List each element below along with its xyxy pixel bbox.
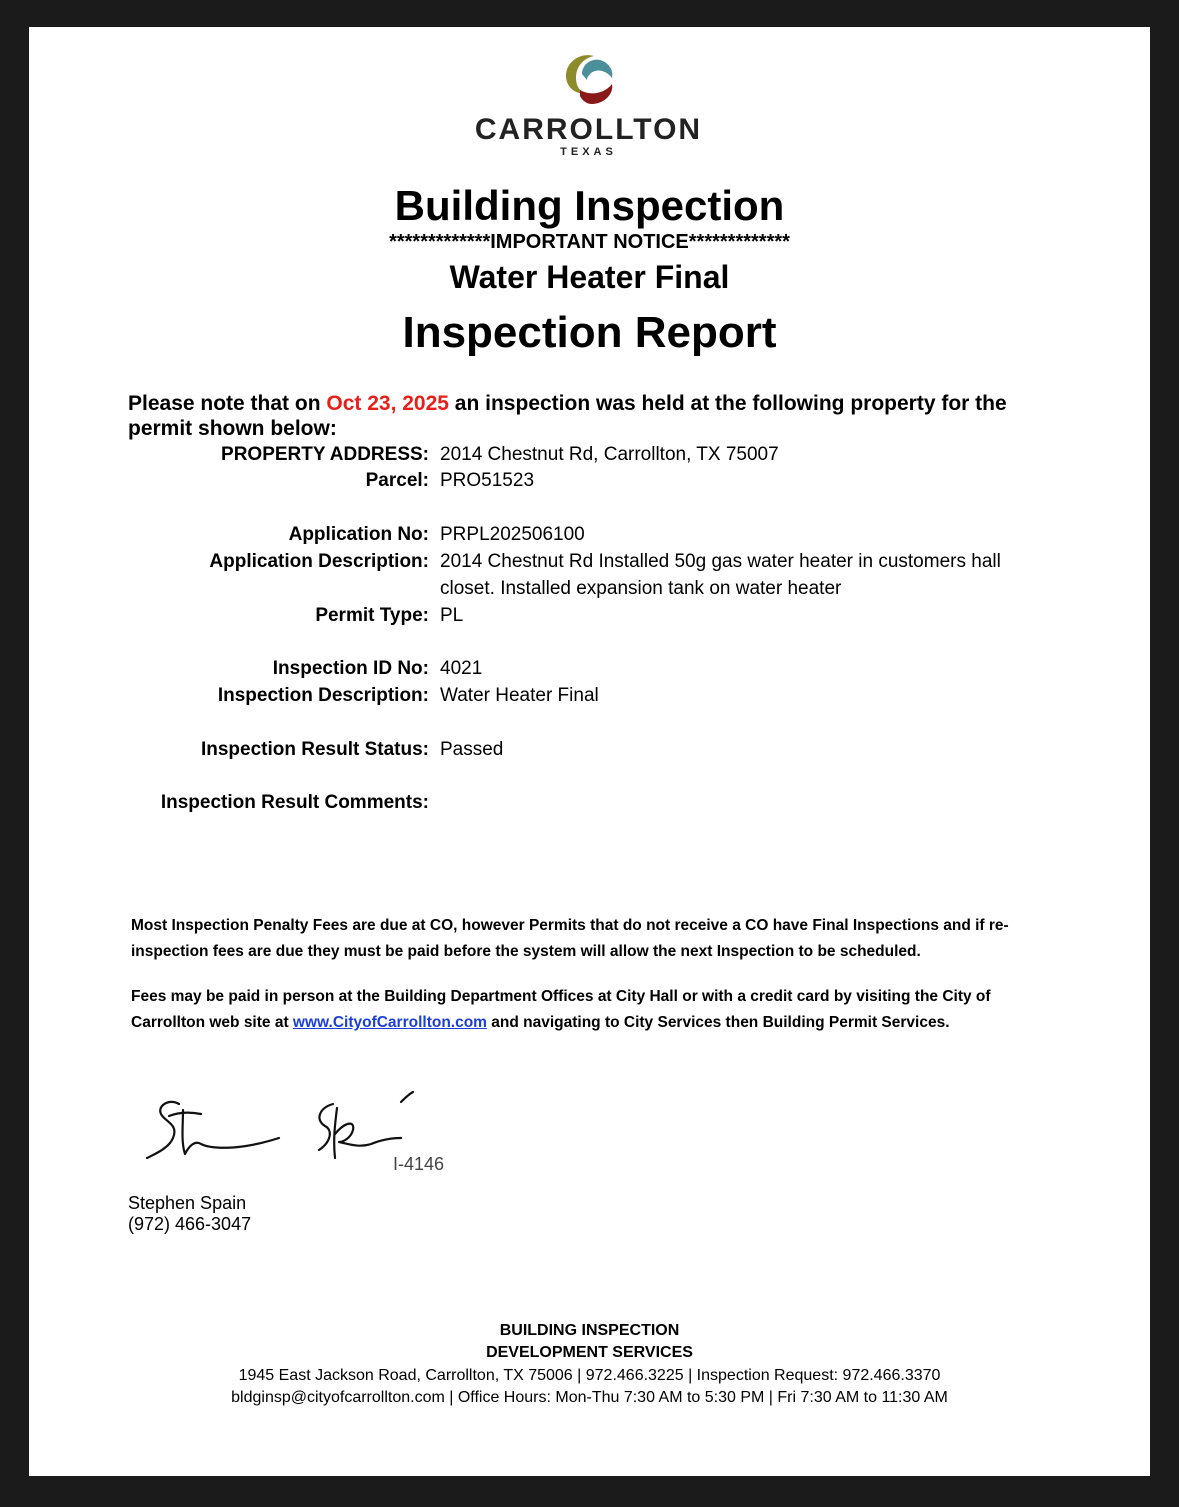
field-label: Inspection Result Comments: — [160, 792, 429, 813]
field-value: Water Heater Final — [440, 685, 599, 706]
inspector-id: I-4146 — [393, 1154, 445, 1174]
logo-subtitle: TEXAS — [560, 146, 617, 158]
field-value: PRPL202506100 — [440, 524, 585, 545]
field-label: Inspection Description: — [217, 685, 429, 706]
footer-division: DEVELOPMENT SERVICES — [486, 1344, 693, 1361]
field-value: 2014 Chestnut Rd Installed 50g gas water heater in customers hall closet. Installed expansion tank on water heater — [440, 551, 1001, 599]
field-label: Application Description: — [209, 551, 429, 572]
fees-after: and navigating to City Services then Building Permit Services. — [486, 1014, 950, 1031]
city-logo — [470, 50, 707, 162]
carrollton-logo-icon — [560, 50, 618, 106]
field-label: Inspection Result Status: — [200, 739, 429, 760]
inspection-date: Oct 23, 2025 — [326, 392, 449, 415]
report-title: Inspection Report — [402, 308, 777, 357]
inspector-info — [128, 1193, 251, 1235]
field-label: Application No: — [288, 524, 429, 545]
inspector-phone: (972) 466-3047 — [128, 1214, 252, 1234]
logo-name: CARROLLTON — [474, 113, 703, 146]
field-value: 4021 — [440, 658, 483, 679]
page-title: Building Inspection — [394, 182, 785, 229]
important-notice: *************IMPORTANT NOTICE************* — [389, 231, 790, 253]
city-website-link[interactable]: www.CityofCarrollton.com — [292, 1014, 487, 1031]
fees-note — [131, 984, 1051, 1036]
field-value: PRO51523 — [440, 470, 535, 491]
footer-department: BUILDING INSPECTION — [499, 1322, 680, 1339]
fees-before: Fees may be paid in person at the Building Department Offices at City Hall or with a credit card by visiting the City of Carrollton web site at — [131, 988, 991, 1031]
footer-contact: bldginsp@cityofcarrollton.com | Office Hours: Mon-Thu 7:30 AM to 5:30 PM | Fri 7:30 AM to 11:30 AM — [231, 1389, 948, 1406]
intro-before: Please note that on — [128, 392, 327, 415]
penalty-note: Most Inspection Penalty Fees are due at CO, however Permits that do not receive a CO have Final Inspections and if re-inspection fees are due they must be paid before the system will allow the next Inspection to be scheduled. — [131, 917, 1009, 960]
field-value: 2014 Chestnut Rd, Carrollton, TX 75007 — [440, 444, 779, 465]
inspector-name: Stephen Spain — [128, 1193, 247, 1213]
document-page — [29, 27, 1150, 1476]
field-value: PL — [440, 605, 464, 626]
intro-text — [128, 391, 1068, 441]
field-value: Passed — [440, 739, 504, 760]
intro-after: an inspection was held at the following property for the permit shown below: — [128, 392, 1007, 440]
field-label: Inspection ID No: — [272, 658, 429, 679]
inspection-type-title: Water Heater Final — [449, 259, 730, 295]
field-label: PROPERTY ADDRESS: — [221, 444, 429, 465]
field-label: Permit Type: — [315, 605, 429, 626]
field-label: Parcel: — [365, 470, 429, 491]
footer-address: 1945 East Jackson Road, Carrollton, TX 75006 | 972.466.3225 | Inspection Request: 972.466.3370 — [238, 1367, 941, 1384]
